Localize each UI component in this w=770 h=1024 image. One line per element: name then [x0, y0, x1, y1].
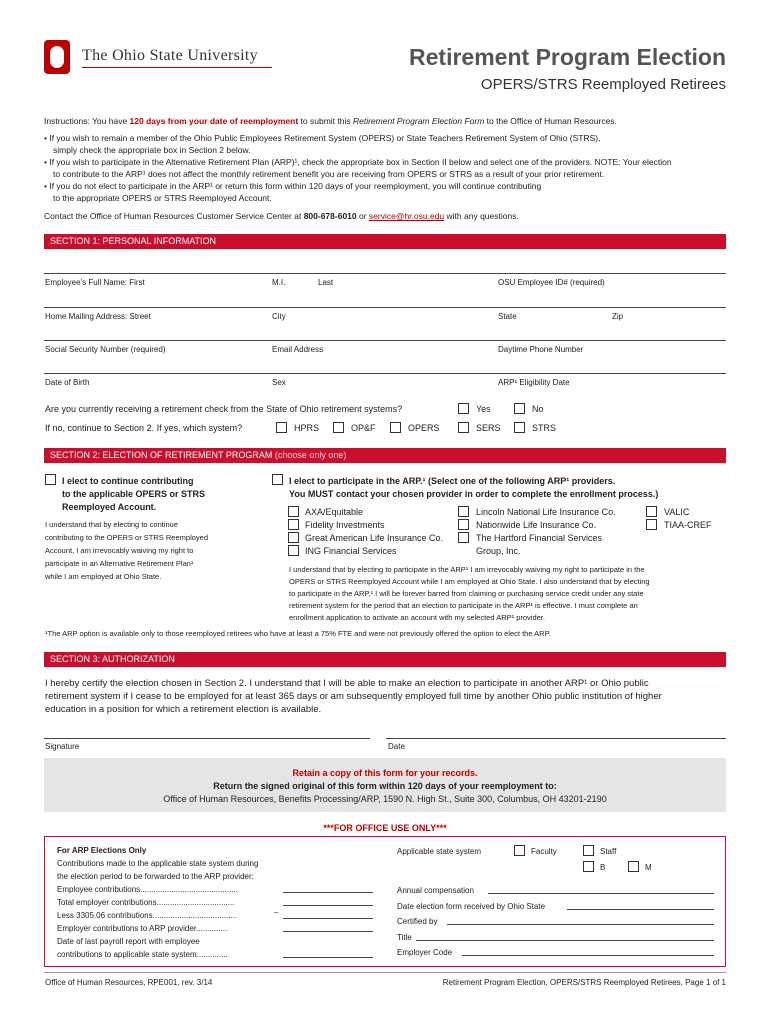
m-checkbox[interactable] — [628, 861, 639, 872]
sers-checkbox[interactable] — [458, 422, 469, 433]
provider-lincoln-checkbox[interactable] — [458, 506, 469, 517]
section1-header: SECTION 1: PERSONAL INFORMATION — [44, 234, 726, 249]
section3-header: SECTION 3: AUTHORIZATION — [44, 652, 726, 667]
date-received-field[interactable]: Date election form received by Ohio State — [397, 902, 546, 911]
last-name-field[interactable]: Last — [318, 278, 334, 287]
signature-field[interactable]: Signature — [45, 742, 80, 751]
city-field[interactable]: City — [272, 312, 286, 321]
arp-option-label: I elect to participate in the ARP.¹ (Select one of the following ARP¹ providers. You MUST contact your chosen provider in order to complete the enrollment process.) — [289, 476, 659, 499]
provider-nationwide-checkbox[interactable] — [458, 519, 469, 530]
staff-checkbox[interactable] — [583, 845, 594, 856]
arp-option-text: I understand that by electing to participate in the ARP¹ I am irrevocably waiving my right to participate in the OPERS or STRS Reemployed Account while I am employed at Ohio State. I also understand that by electing to participate in the ARP,¹ I will be forever barred from claiming or purchasing service credit under any state retirement system for the period that an election to participate in the ARP¹ is effective. I must complete an enrollment application to activate an account with my selected ARP¹ provider. — [289, 565, 650, 622]
provider-valic-checkbox[interactable] — [646, 506, 657, 517]
title-field[interactable]: Title — [397, 933, 412, 942]
question-receiving: Are you currently receiving a retirement check from the State of Ohio retirement systems? — [45, 404, 403, 414]
faculty-checkbox[interactable] — [514, 845, 525, 856]
no-checkbox[interactable] — [514, 403, 525, 414]
mi-field[interactable]: M.I. — [272, 278, 286, 287]
provider-hartford-checkbox[interactable] — [458, 532, 469, 543]
zip-field[interactable]: Zip — [612, 312, 624, 321]
strs-checkbox[interactable] — [514, 422, 525, 433]
phone-field[interactable]: Daytime Phone Number — [498, 345, 584, 354]
osu-logo-icon — [44, 40, 70, 74]
state-field[interactable]: State — [498, 312, 517, 321]
hprs-checkbox[interactable] — [276, 422, 287, 433]
authorization-text: I hereby certify the election chosen in Section 2. I understand that I will be able to make an election to participate in another ARP¹ or Ohio public retirement system if I cease to be employed for at least 365 days or am subsequently employed full time by another Ohio public institution of higher education in a position for which a retirement election is available. — [45, 678, 662, 715]
opf-checkbox[interactable] — [333, 422, 344, 433]
footer-left: Office of Human Resources, RPE001, rev. 3/14 — [45, 978, 213, 987]
employer-code-field[interactable]: Employer Code — [397, 948, 453, 957]
instructions: Instructions: You have 120 days from your date of reemployment to submit this Retirement Program Election Form to the Office of Human Resources. • If you wish to remain a member of the Ohio Public Employees Retirement System (OPERS) or State Teachers Retirement System of Ohio (STRS), simply check the appropriate box in Section 2 below. • If you wish to participate in the Alternative Retirement Plan (ARP)¹, check the appropriate box in Section II below and select one of the providers. NOTE: Your election to contribute to the ARP¹ does not affect the monthly retirement benefit you are receiving from OPERS or STRS as a result of your prior retirement. • If you do not elect to participate in the ARP¹ or return this form within 120 days of your reemployment, you will continue contributing to the appropriate OPERS or STRS Reemployed Account. Contact the Office of Human Resources Customer Service Center at 800-678-6010 or service@hr.osu.edu with any questions. — [44, 116, 672, 221]
signature-date-field[interactable]: Date — [388, 742, 405, 751]
yes-checkbox[interactable] — [458, 403, 469, 414]
office-use-header: ***FOR OFFICE USE ONLY*** — [323, 823, 447, 833]
provider-fidelity-checkbox[interactable] — [288, 519, 299, 530]
sex-field[interactable]: Sex — [272, 378, 286, 387]
question-system: If no, continue to Section 2. If yes, which system? — [45, 423, 243, 433]
ssn-field[interactable]: Social Security Number (required) — [45, 345, 166, 354]
annual-comp-field[interactable]: Annual compensation — [397, 886, 474, 895]
arp-footnote: ¹The ARP option is available only to those reemployed retirees who have at least a 75% FTE and were not previously offered the option to elect the ARP. — [45, 629, 551, 638]
continue-option-text: I understand that by electing to continue contributing to the OPERS or STRS Reemployed Account, I am irrevocably waiving my right to participate in an Alternative Retirement Plan¹ while I am employed at Ohio State. — [45, 520, 208, 581]
provider-axa-checkbox[interactable] — [288, 506, 299, 517]
osu-id-field[interactable]: OSU Employee ID# (required) — [498, 278, 605, 287]
continue-opers-strs-checkbox[interactable] — [45, 474, 56, 485]
dob-field[interactable]: Date of Birth — [45, 378, 90, 387]
logo-underline — [82, 67, 272, 68]
form-subtitle: OPERS/STRS Reemployed Retirees — [480, 76, 726, 93]
footer-right: Retirement Program Election, OPERS/STRS Reemployed Retirees, Page 1 of 1 — [442, 978, 726, 987]
office-arp-details: Contributions made to the applicable state system during the election period to be forwarded to the ARP provider: Employee contributions............................................ Total employer contributions................................... Less 3305.06 contributions...................................... Employer contributions to ARP provider.............. Date of last payroll report with employee contributions to applicable state system.............. — [57, 859, 259, 959]
provider-ing-checkbox[interactable] — [288, 545, 299, 556]
university-name: The Ohio State University — [82, 47, 258, 64]
provider-tiaa-checkbox[interactable] — [646, 519, 657, 530]
first-name-field[interactable]: Employee's Full Name: First — [45, 278, 145, 287]
street-field[interactable]: Home Mailing Address: Street — [45, 312, 151, 321]
section2-header: SECTION 2: ELECTION OF RETIREMENT PROGRAM (choose only one) — [44, 448, 726, 463]
form-title: Retirement Program Election — [409, 44, 726, 70]
email-field[interactable]: Email Address — [272, 345, 324, 354]
opers-checkbox[interactable] — [390, 422, 401, 433]
b-checkbox[interactable] — [583, 861, 594, 872]
certified-by-field[interactable]: Certified by — [397, 917, 438, 926]
participate-arp-checkbox[interactable] — [272, 474, 283, 485]
email-link[interactable]: service@hr.osu.edu — [368, 211, 445, 221]
arp-date-field[interactable]: ARP¹ Eligibility Date — [498, 378, 570, 387]
provider-great-american-checkbox[interactable] — [288, 532, 299, 543]
continue-option-label: I elect to continue contributing to the applicable OPERS or STRS Reemployed Account. — [62, 476, 206, 512]
